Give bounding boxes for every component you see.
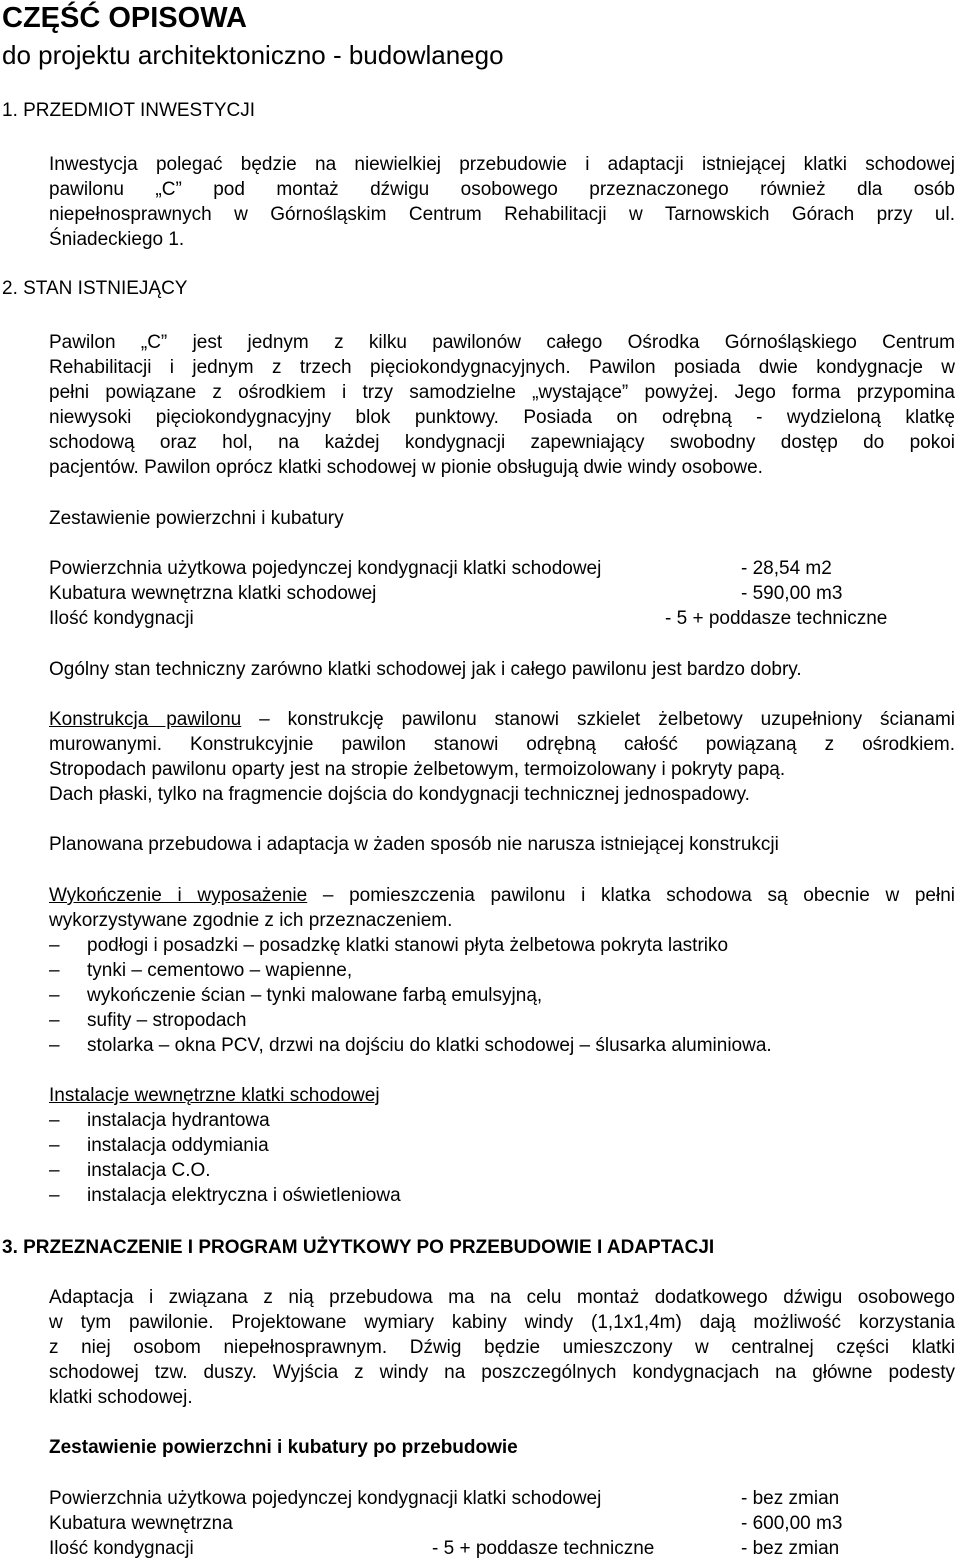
summary-value: - 590,00 m3 [741,583,843,604]
list-dash: – [49,1185,60,1206]
list-dash: – [49,985,60,1006]
list-item: instalacja hydrantowa [87,1110,270,1131]
document-title: CZĘŚĆ OPISOWA [2,2,247,34]
list-item: tynki – cementowo – wapienne, [87,960,353,981]
list-item: sufity – stropodach [87,1010,247,1031]
construction-line: murowanymi. Konstrukcyjnie pawilon stanowi odrębną całość powiązaną z ośrodkiem. [49,734,955,755]
list-dash: – [49,1010,60,1031]
summary-after-heading: Zestawienie powierzchni i kubatury po przebudowie [49,1437,518,1458]
list-item: instalacja C.O. [87,1160,211,1181]
finishing-label: Wykończenie i wyposażenie [49,885,308,906]
summary-mid-value: - 5 + poddasze techniczne [432,1538,655,1559]
section-2-line: niewysoki pięciokondygnacyjny blok punktowy. Posiada on odrębną - wydzieloną klatkę [49,407,955,428]
list-dash: – [49,935,60,956]
finishing-line: wykorzystywane zgodnie z ich przeznaczeniem. [49,910,453,931]
finishing-text: – pomieszczenia pawilonu i klatka schodowa są obecnie w pełni [307,885,955,906]
section-2-line: schodową oraz hol, na każdej kondygnacji zapewniający swobodny dostęp do pokoi [49,432,955,453]
section-2-line: Rehabilitacji i jednym z trzech pięciokondygnacyjnych. Pawilon posiada dwie kondygnacje w [49,357,955,378]
construction-line: Stropodach pawilonu oparty jest na stropie żelbetowym, termoizolowany i pokryty papą. [49,759,786,780]
summary-label: Ilość kondygnacji [49,1538,194,1559]
section-1-line: Śniadeckiego 1. [49,229,185,250]
summary-value: - 600,00 m3 [741,1513,843,1534]
construction-label: Konstrukcja pawilonu [49,709,242,730]
section-3-line: z niej osobom niepełnosprawnym. Dźwig będzie umieszczony w centralnej części klatki [49,1337,955,1358]
section-2-line: pełni powiązane z ośrodkiem i trzy samodzielne „wystające” powyżej. Jego forma przypomina [49,382,955,403]
list-dash: – [49,1135,60,1156]
section-3-line: Adaptacja i związana z nią przebudowa ma na celu montaż dodatkowego dźwigu osobowego [49,1287,955,1308]
section-1-line: niepełnosprawnych w Górnośląskim Centrum Rehabilitacji w Tarnowskich Górach przy ul. [49,204,955,225]
section-3-line: schodowej tzw. duszy. Wyjścia z windy na poszczególnych kondygnacjach na główne podesty [49,1362,955,1383]
list-dash: – [49,1110,60,1131]
list-item: instalacja elektryczna i oświetleniowa [87,1185,401,1206]
summary-value: - bez zmian [741,1488,840,1509]
summary-label: Kubatura wewnętrzna klatki schodowej [49,583,377,604]
list-item: stolarka – okna PCV, drzwi na dojściu do klatki schodowej – ślusarka aluminiowa. [87,1035,772,1056]
list-dash: – [49,960,60,981]
summary-heading: Zestawienie powierzchni i kubatury [49,508,344,529]
finishing-line [49,883,955,908]
section-3-line: klatki schodowej. [49,1387,193,1408]
planned-text: Planowana przebudowa i adaptacja w żaden sposób nie narusza istniejącej konstrukcji [49,834,779,855]
list-item: podłogi i posadzki – posadzkę klatki stanowi płyta żelbetowa pokryta lastriko [87,935,729,956]
summary-value: - 5 + poddasze techniczne [665,608,888,629]
section-3-heading: 3. PRZEZNACZENIE I PROGRAM UŻYTKOWY PO PRZEBUDOWIE I ADAPTACJI [2,1237,715,1258]
construction-line: Dach płaski, tylko na fragmencie dojścia do kondygnacji technicznej jednospadowy. [49,784,750,805]
section-2-line: Pawilon „C” jest jednym z kilku pawilonów całego Ośrodka Górnośląskiego Centrum [49,332,955,353]
document-subtitle: do projektu architektoniczno - budowlanego [2,40,504,70]
section-2-heading: 2. STAN ISTNIEJĄCY [2,278,188,299]
summary-value: - 28,54 m2 [741,558,832,579]
general-state-text: Ogólny stan techniczny zarówno klatki schodowej jak i całego pawilonu jest bardzo dobry. [49,659,802,680]
summary-label: Ilość kondygnacji [49,608,194,629]
summary-label: Powierzchnia użytkowa pojedynczej kondygnacji klatki schodowej [49,558,602,579]
list-item: wykończenie ścian – tynki malowane farbą emulsyjną, [87,985,543,1006]
section-1-line: Inwestycja polegać będzie na niewielkiej przebudowie i adaptacji istniejącej klatki schodowej [49,154,955,175]
section-1-line: pawilonu „C” pod montaż dźwigu osobowego przeznaczonego również dla osób [49,179,955,200]
installations-heading: Instalacje wewnętrzne klatki schodowej [49,1085,380,1106]
summary-label: Powierzchnia użytkowa pojedynczej kondygnacji klatki schodowej [49,1488,602,1509]
list-dash: – [49,1160,60,1181]
summary-label: Kubatura wewnętrzna [49,1513,233,1534]
section-2-line: pacjentów. Pawilon oprócz klatki schodowej w pionie obsługują dwie windy osobowe. [49,457,763,478]
list-dash: – [49,1035,60,1056]
construction-text: – konstrukcję pawilonu stanowi szkielet żelbetowy uzupełniony ścianami [241,709,955,730]
section-1-heading: 1. PRZEDMIOT INWESTYCJI [2,100,256,121]
section-3-line: w tym pawilonie. Projektowane wymiary kabiny windy (1,1x1,4m) dają możliwość korzystania [49,1312,955,1333]
construction-line [49,707,955,732]
list-item: instalacja oddymiania [87,1135,269,1156]
summary-value: - bez zmian [741,1538,840,1559]
